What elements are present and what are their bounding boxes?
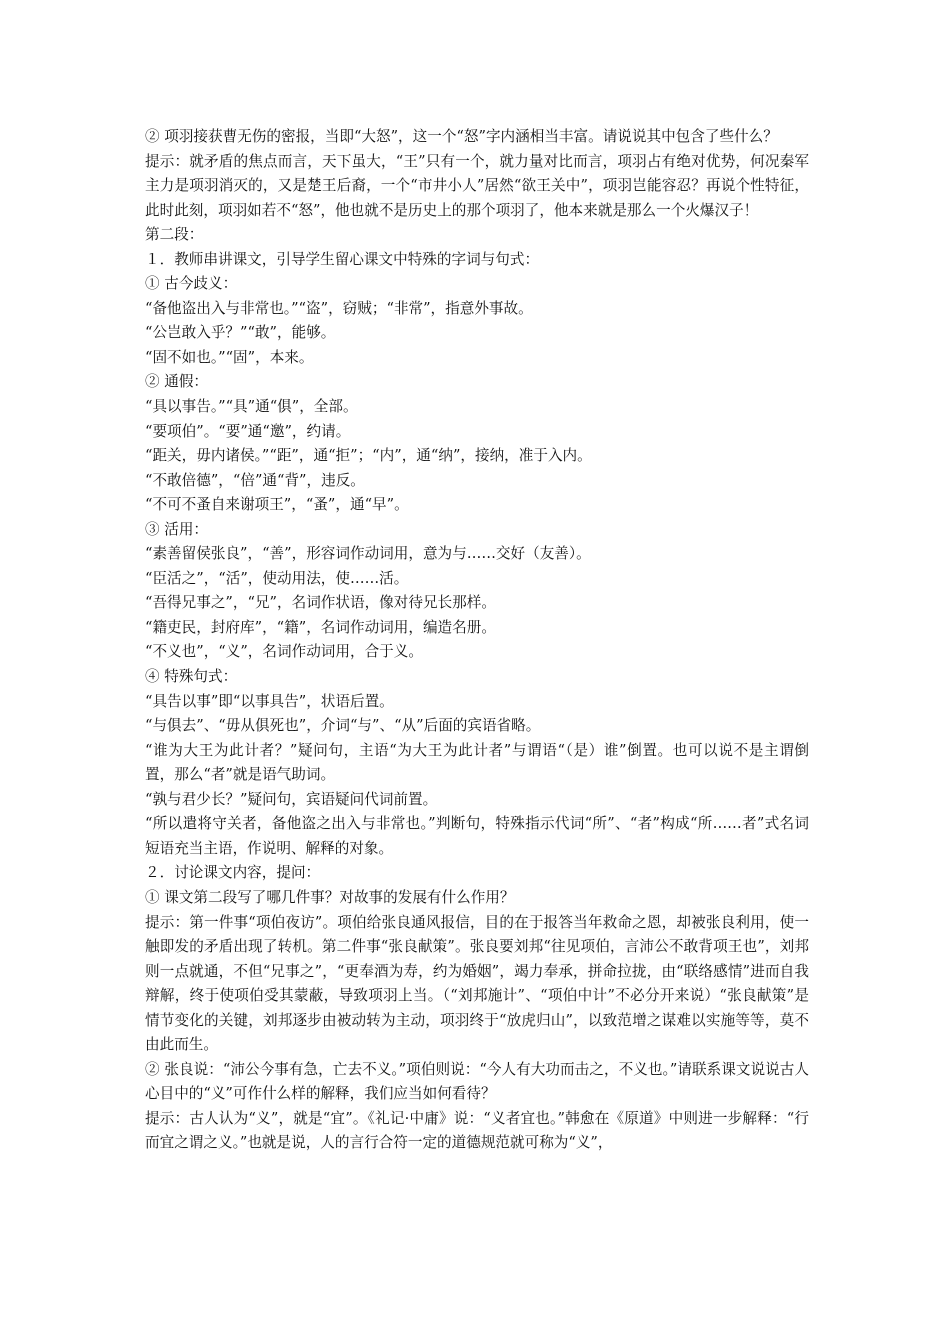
question-paragraph: ① 课文第二段写了哪几件事？对故事的发展有什么作用？ [145, 888, 515, 906]
numbered-item: １．教师串讲课文，引导学生留心课文中特殊的字词与句式： [145, 250, 540, 268]
example-line: “素善留侯张良”，“善”，形容词作动词用，意为与……交好（友善）。 [145, 545, 591, 563]
example-line: “孰与君少长？”疑问句，宾语疑问代词前置。 [145, 790, 438, 808]
subsection-heading: ② 通假： [145, 373, 209, 391]
example-line: “臣活之”，“活”，使动用法，使……活。 [145, 569, 409, 587]
subsection-heading: ① 古今歧义： [145, 275, 238, 293]
numbered-item: ２．讨论课文内容，提问： [145, 864, 321, 882]
hint-paragraph: 提示：就矛盾的焦点而言，天下虽大，“王”只有一个，就力量对比而言，项羽占有绝对优势，何况秦军主力是项羽消灭的，又是楚王后裔，一个“市井小人”居然“欲王关中”，项羽岂能容忍？再说个性特征，此时此刻，项羽如若不“怒”，他也就不是历史上的那个项羽了，他本来就是那么一个火爆汉子！ [145, 152, 809, 219]
hint-paragraph: 提示：古人认为“义”，就是“宜”。《礼记·中庸》说：“义者宜也。”韩愈在《原道》中则进一步解释：“行而宜之谓之义。”也就是说，人的言行合符一定的道德规范就可称为“义”， [145, 1109, 809, 1152]
section-heading: 第二段： [145, 226, 204, 244]
example-line: “具告以事”即“以事具告”，状语后置。 [145, 692, 394, 710]
document-page [145, 125, 809, 1156]
example-line: “不义也”，“义”，名词作动词用，合于义。 [145, 643, 423, 661]
question-paragraph: ② 张良说：“沛公今事有急，亡去不义。”项伯则说：“今人有大功而击之，不义也。”请联系课文说说古人心目中的“义”可作什么样的解释，我们应当如何看待？ [145, 1060, 809, 1103]
example-line: “谁为大王为此计者？”疑问句，主语“为大王为此计者”与谓语“（是）谁”倒置。也可以说不是主谓倒置，那么“者”就是语气助词。 [145, 741, 809, 784]
example-line: “公岂敢入乎？”“敢”，能够。 [145, 324, 336, 342]
example-line: “与俱去”、“毋从俱死也”，介词“与”、“从”后面的宾语省略。 [145, 717, 541, 735]
example-line: “固不如也。”“固”，本来。 [145, 348, 314, 366]
example-line: “备他盗出入与非常也。”“盗”，窃贼；“非常”，指意外事故。 [145, 299, 533, 317]
example-line: “不敢倍德”，“倍”通“背”，违反。 [145, 471, 365, 489]
question-paragraph: ② 项羽接获曹无伤的密报，当即“大怒”，这一个“怒”字内涵相当丰富。请说说其中包含了些什么？ [145, 128, 778, 145]
example-line: “所以遣将守关者，备他盗之出入与非常也。”判断句，特殊指示代词“所”、“者”构成“所……者”式名词短语充当主语，作说明、解释的对象。 [145, 815, 809, 857]
example-line: “要项伯”。“要”通“邀”，约请。 [145, 422, 351, 440]
subsection-heading: ④ 特殊句式： [145, 668, 238, 686]
example-line: “吾得兄事之”，“兄”，名词作状语，像对待兄长那样。 [145, 594, 496, 612]
example-line: “不可不蚤自来谢项王”，“蚤”，通“早”。 [145, 496, 409, 514]
subsection-heading: ③ 活用： [145, 520, 209, 538]
example-line: “籍吏民，封府库”，“籍”，名词作动词用，编造名册。 [145, 618, 496, 636]
example-line: “距关，毋内诸侯。”“距”，通“拒”；“内”，通“纳”，接纳，准于入内。 [145, 447, 592, 465]
hint-paragraph: 提示：第一件事“项伯夜访”。项伯给张良通风报信，目的在于报答当年救命之恩，却被张良利用，使一触即发的矛盾出现了转机。第二件事“张良献策”。张良要刘邦“往见项伯，言沛公不敢背项王也”，刘邦则一点就通，不但“兄事之”，“更奉酒为寿，约为婚姻”，竭力奉承，拼命拉拢，由“联络感情”进而自我辩解，终于使项伯受其蒙蔽，导致项羽上当。（“刘邦施计”、“项伯中计”不必分开来说）“张良献策”是情节变化的关键，刘邦逐步由被动转为主动，项羽终于“放虎归山”，以致范增之谋难以实施等等，莫不由此而生。 [145, 913, 809, 1054]
example-line: “具以事告。”“具”通“俱”，全部。 [145, 398, 358, 416]
